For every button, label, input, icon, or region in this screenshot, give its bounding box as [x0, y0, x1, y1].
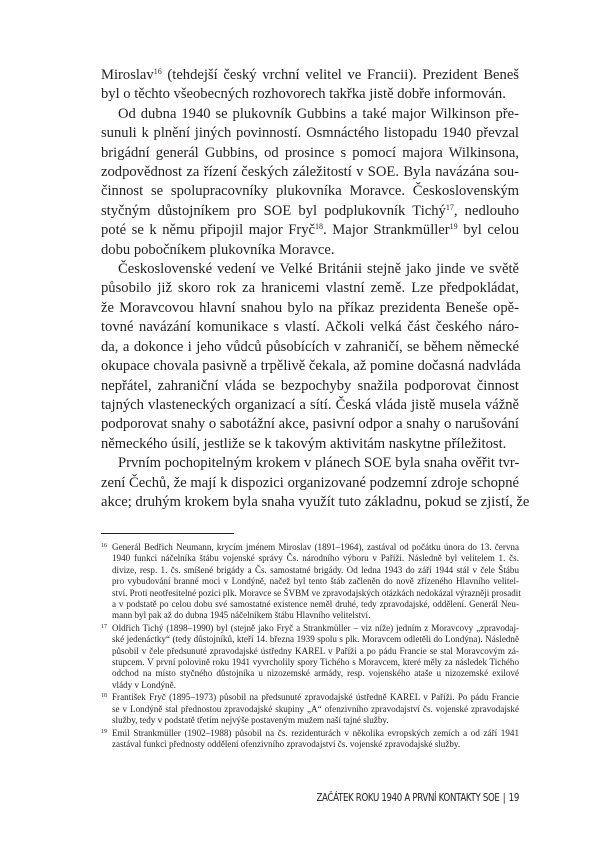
text-line: působilo již skoro rok za hranicemi vlastní země. Lze předpokládat,	[101, 280, 519, 297]
footnote-line: divize, resp. 1. čs. smíšené brigády a Čs. samostatné brigády. Od ledna 1943 do září 1944 stál v čele Štábu	[112, 564, 519, 575]
paragraph	[101, 260, 519, 454]
text-line: akce; druhým krokem byla snaha využít tuto základnu, pokud se zjistí, že	[101, 493, 530, 510]
text-line: podporovat snahy o sabotážní akce, pasivní odpor a snahy o narušování	[101, 416, 519, 433]
text-line: Od dubna 1940 se plukovník Gubbins a také major Wilkinson pře-	[118, 105, 519, 122]
footer-separator: |	[502, 792, 506, 804]
footnote-number: 16	[101, 543, 107, 549]
text-line: brigádní generál Gubbins, od prosince s pomocí majora Wilkinsona,	[101, 144, 519, 161]
footnote-19	[101, 728, 519, 751]
page-number: 19	[508, 792, 519, 804]
footnote-line: 1940 funkci náčelníka štábu vojenské správy Čs. národního výboru v Paříži. Následně byl velitelem 1. čs.	[112, 553, 519, 564]
footnote-line: stupcem. V první polovině roku 1941 vyvrcholily spory Tichého s Moravcem, které měly za následek Tichého	[112, 657, 519, 668]
text-line: činnost se spolupracovníky plukovníka Moravce. Československým	[101, 183, 519, 200]
footnote-line: Emil Strankmüller (1902–1988) působil na čs. rezidenturách v několika evropských zemích a od září 1941	[112, 727, 519, 738]
footnote-line: vlády v Londýně.	[112, 679, 176, 690]
footnote-17	[101, 623, 519, 691]
text-line: nepřátel, zahraniční vláda se bezpochyby snažila podporovat činnost	[101, 377, 519, 394]
footnote-number: 18	[101, 693, 107, 700]
footnote-line: se v Londýně stal přednostou zpravodajské skupiny „A“ ofenzivního zpravodajství čs. vojenské zpravodajské	[112, 703, 519, 714]
footnote-line: pro vybudování branné moci v Londýně, načež byl tento štáb začleněn do nově zřízeného Hlavního velitel-	[112, 576, 519, 587]
text-line: da, a dokonce i jeho vůdců působících v zahraničí, se během německé	[101, 338, 519, 355]
footnote-line: mann byl pak až do dubna 1945 náčelníkem štábu Hlavního velitelství.	[112, 610, 371, 621]
text-line: Československé vedení ve Velké Británii stejně jako jinde ve světě	[118, 261, 519, 278]
text-line: dobu pobočníkem plukovníka Moravce.	[101, 241, 335, 258]
footnote-16	[101, 542, 519, 622]
footnote-line: Generál Bedřich Neumann, krycím jménem Miroslav (1891–1964), zastával od počátku února do 13. června	[112, 542, 519, 552]
footnote-18	[101, 692, 519, 726]
footnote-line: František Fryč (1895–1973) působil na předsunuté zpravodajské ústředně KAREL v Paříži. Po pádu Francie	[112, 692, 519, 703]
text-line: Prvním pochopitelným krokem v plánech SOE byla snaha ověřit tvr-	[118, 455, 520, 472]
paragraph	[101, 454, 530, 512]
footnote-reference[interactable]: 17	[445, 202, 454, 212]
text-line: zodpovědnost za řízení českých záležitostí v SOE. Byla navázána sou-	[101, 164, 519, 181]
text-line: styčným důstojníkem pro SOE byl podplukovník Tichý$^{17}$, nedlouho	[101, 202, 519, 219]
footnote-reference[interactable]: 16	[153, 67, 162, 76]
footnote-line: ské jedenáctky“ (tedy důstojníků, kteří 14. března 1939 spolu s plk. Moravcem odletěli do Londýna). Následně	[112, 634, 519, 645]
footnote-line: ství. Proti neotřesitelné pozici plk. Moravce se ŠVBM ve zpravodajských otázkách nedokázal výrazněji prosadit	[112, 587, 521, 598]
footnote-separator-rule	[101, 533, 234, 534]
text-line: tajných vlasteneckých organizací a sítí. Česká vláda jistě musela vážně	[101, 396, 519, 413]
footnote-number: 17	[101, 623, 107, 630]
page-footer	[316, 792, 519, 804]
footnote-line: zastával funkci přednosty oddělení ofenzivního zpravodajství čs. vojenské zpravodajské služby.	[112, 738, 461, 749]
footnote-line: Oldřich Tichý (1898–1990) byl (stejně jako Fryč a Strankmüller – viz níže) jedním z Moravcovy „zpravodaj-	[112, 622, 519, 633]
footnote-reference[interactable]: 18	[315, 222, 324, 232]
footnote-line: a v podstatě po celou dobu své samostatné existence neměl druhé, tedy zpravodajské, oddělení. Generál Neu-	[112, 599, 519, 610]
text-line: poté se k němu připojil major Fryč$^{18}$. Major Strankmüller$^{19}$ byl celou	[101, 222, 519, 239]
main-text	[101, 66, 530, 512]
footnote-reference[interactable]: 19	[449, 222, 458, 232]
paragraph	[101, 105, 519, 260]
paragraph	[101, 66, 519, 105]
text-line: sunuli k plnění jiných povinností. Osmnáctého listopadu 1940 převzal	[101, 125, 519, 142]
footnote-line: odchod na místo styčného důstojníka u nizozemské armády, resp. vojenského ataše u nizozemské exilové	[112, 668, 519, 679]
text-line: byl o těchto všeobecných rozhovorech takřka jistě dobře informován.	[101, 86, 506, 103]
text-line: Miroslav$^{16}$ (tehdejší český vrchní velitel ve Francii). Prezident Beneš	[101, 67, 519, 83]
text-line: okupace chovala pasivně a trpělivě čekala, až pomine dočasná nadvláda	[101, 358, 521, 375]
footnote-number: 19	[101, 728, 107, 735]
footnote-line: služby, tedy v podstatě třetím nejvýše postaveným mužem naší tajné služby.	[112, 715, 389, 726]
running-head: ZAČÁTEK ROKU 1940 A PRVNÍ KONTAKTY SOE	[316, 792, 500, 804]
footnote-line: působil v čele předsunuté zpravodajské ústředny KAREL v Paříži a po pádu Francie se stal Moravcovým zá-	[112, 645, 519, 656]
text-line: tovné navázání komunikace s vlastí. Ačkoli velká část českého náro-	[101, 319, 519, 336]
footnotes	[101, 542, 519, 751]
text-line: zení Čechů, že mají k dispozici organizované podzemní zdroje schopné	[101, 474, 519, 491]
text-line: že Moravcovou hlavní snahou bylo na příkaz prezidenta Beneše opě-	[101, 299, 519, 316]
text-line: německého úsilí, jestliže se k takovým aktivitám naskytne příležitost.	[101, 435, 507, 452]
